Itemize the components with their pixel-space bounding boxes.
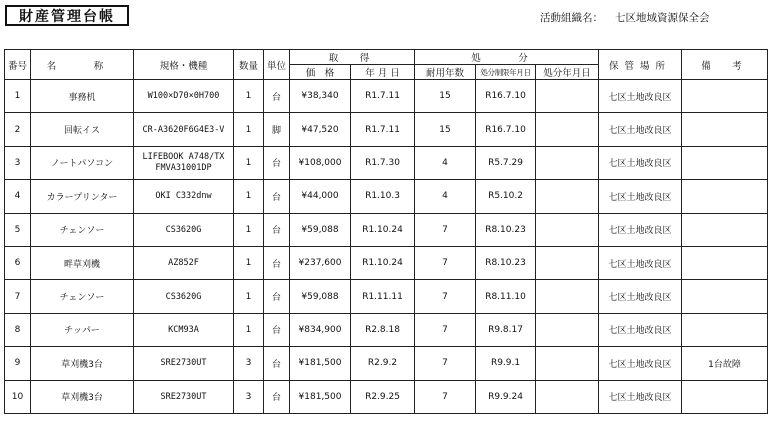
- cell-quantity: 3: [234, 347, 264, 380]
- cell-remarks: [682, 146, 768, 179]
- cell-disposal-limit: R5.7.29: [476, 146, 536, 179]
- cell-number: 6: [5, 246, 31, 279]
- table-row: [5, 113, 768, 146]
- cell-name: ノートパソコン: [31, 146, 134, 179]
- cell-storage: 七区土地改良区: [599, 180, 682, 213]
- header-acquisition: 取 得: [290, 50, 415, 65]
- cell-disposal-date: [536, 313, 599, 346]
- cell-acquisition-date: R1.10.3: [351, 180, 415, 213]
- cell-quantity: 1: [234, 80, 264, 113]
- cell-spec: AZ852F: [134, 246, 234, 279]
- cell-price: ¥47,520: [290, 113, 351, 146]
- cell-disposal-date: [536, 380, 599, 413]
- cell-unit: 台: [264, 246, 290, 279]
- header-disposal: 処 分: [415, 50, 599, 65]
- table-row: [5, 347, 768, 380]
- cell-remarks: [682, 246, 768, 279]
- cell-useful-life: 7: [415, 213, 476, 246]
- header-useful-life: 耐用年数: [415, 65, 476, 80]
- cell-acquisition-date: R2.9.2: [351, 347, 415, 380]
- cell-price: ¥44,000: [290, 180, 351, 213]
- cell-price: ¥59,088: [290, 280, 351, 313]
- cell-useful-life: 7: [415, 347, 476, 380]
- cell-price: ¥38,340: [290, 80, 351, 113]
- cell-disposal-limit: R5.10.2: [476, 180, 536, 213]
- cell-spec: CS3620G: [134, 213, 234, 246]
- cell-number: 2: [5, 113, 31, 146]
- cell-unit: 台: [264, 213, 290, 246]
- cell-number: 9: [5, 347, 31, 380]
- cell-useful-life: 4: [415, 146, 476, 179]
- cell-acquisition-date: R1.7.11: [351, 113, 415, 146]
- cell-disposal-limit: R9.9.1: [476, 347, 536, 380]
- cell-name: チェンソー: [31, 280, 134, 313]
- organization-info: [540, 10, 710, 25]
- cell-unit: 台: [264, 180, 290, 213]
- cell-remarks: [682, 280, 768, 313]
- cell-storage: 七区土地改良区: [599, 347, 682, 380]
- cell-storage: 七区土地改良区: [599, 146, 682, 179]
- cell-name: チェンソー: [31, 213, 134, 246]
- cell-quantity: 1: [234, 246, 264, 279]
- cell-useful-life: 4: [415, 180, 476, 213]
- table-row: [5, 213, 768, 246]
- cell-price: ¥181,500: [290, 380, 351, 413]
- cell-quantity: 1: [234, 213, 264, 246]
- cell-storage: 七区土地改良区: [599, 313, 682, 346]
- table-row: [5, 246, 768, 279]
- cell-spec: CS3620G: [134, 280, 234, 313]
- cell-disposal-date: [536, 113, 599, 146]
- cell-spec: OKI C332dnw: [134, 180, 234, 213]
- cell-acquisition-date: R1.10.24: [351, 213, 415, 246]
- cell-disposal-date: [536, 347, 599, 380]
- cell-storage: 七区土地改良区: [599, 213, 682, 246]
- cell-disposal-date: [536, 246, 599, 279]
- header-row-top: [5, 50, 768, 65]
- cell-remarks: [682, 80, 768, 113]
- cell-disposal-limit: R8.11.10: [476, 280, 536, 313]
- table-row: [5, 380, 768, 413]
- header-spec: 規格・機種: [134, 50, 234, 80]
- header-disposal-limit: 処分制限年月日: [476, 65, 536, 80]
- cell-remarks: [682, 313, 768, 346]
- cell-disposal-limit: R16.7.10: [476, 113, 536, 146]
- organization-name: 七区地域資源保全会: [615, 12, 710, 24]
- cell-number: 5: [5, 213, 31, 246]
- header-acquisition-date: 年 月 日: [351, 65, 415, 80]
- cell-name: 回転イス: [31, 113, 134, 146]
- cell-spec: W100×D70×0H700: [134, 80, 234, 113]
- table-row: [5, 146, 768, 179]
- cell-acquisition-date: R1.11.11: [351, 280, 415, 313]
- cell-unit: 台: [264, 380, 290, 413]
- cell-useful-life: 7: [415, 246, 476, 279]
- cell-storage: 七区土地改良区: [599, 246, 682, 279]
- header-disposal-date: 処分年月日: [536, 65, 599, 80]
- cell-spec: SRE2730UT: [134, 347, 234, 380]
- cell-disposal-date: [536, 180, 599, 213]
- cell-number: 3: [5, 146, 31, 179]
- cell-storage: 七区土地改良区: [599, 380, 682, 413]
- cell-name: カラープリンター: [31, 180, 134, 213]
- cell-remarks: [682, 213, 768, 246]
- cell-unit: 台: [264, 313, 290, 346]
- cell-remarks: [682, 113, 768, 146]
- header-number: 番号: [5, 50, 31, 80]
- cell-disposal-limit: R8.10.23: [476, 246, 536, 279]
- cell-number: 4: [5, 180, 31, 213]
- cell-spec-line1: LIFEBOOK A748/TX: [142, 151, 225, 162]
- cell-spec: SRE2730UT: [134, 380, 234, 413]
- cell-name: チッパー: [31, 313, 134, 346]
- asset-ledger-table: [4, 49, 768, 414]
- cell-useful-life: 7: [415, 380, 476, 413]
- cell-storage: 七区土地改良区: [599, 80, 682, 113]
- cell-acquisition-date: R1.7.30: [351, 146, 415, 179]
- header-quantity: 数量: [234, 50, 264, 80]
- cell-number: 1: [5, 80, 31, 113]
- cell-disposal-date: [536, 146, 599, 179]
- cell-disposal-date: [536, 213, 599, 246]
- cell-storage: 七区土地改良区: [599, 113, 682, 146]
- cell-quantity: 3: [234, 380, 264, 413]
- cell-name: 草刈機3台: [31, 380, 134, 413]
- cell-disposal-date: [536, 280, 599, 313]
- cell-number: 10: [5, 380, 31, 413]
- cell-spec: CR-A3620F6G4E3-V: [134, 113, 234, 146]
- table-row: [5, 280, 768, 313]
- cell-disposal-limit: R9.8.17: [476, 313, 536, 346]
- cell-quantity: 1: [234, 180, 264, 213]
- cell-name: 畔草刈機: [31, 246, 134, 279]
- cell-unit: 台: [264, 146, 290, 179]
- cell-acquisition-date: R1.10.24: [351, 246, 415, 279]
- cell-disposal-limit: R8.10.23: [476, 213, 536, 246]
- cell-useful-life: 15: [415, 113, 476, 146]
- cell-useful-life: 15: [415, 80, 476, 113]
- cell-price: ¥181,500: [290, 347, 351, 380]
- cell-number: 7: [5, 280, 31, 313]
- cell-unit: 台: [264, 347, 290, 380]
- cell-unit: 台: [264, 80, 290, 113]
- cell-quantity: 1: [234, 146, 264, 179]
- header-name: 名 称: [31, 50, 134, 80]
- cell-quantity: 1: [234, 313, 264, 346]
- cell-price: ¥59,088: [290, 213, 351, 246]
- header-remarks: 備 考: [682, 50, 768, 80]
- cell-remarks: 1台故障: [682, 347, 768, 380]
- organization-label: 活動組織名：: [540, 12, 603, 24]
- cell-price: ¥108,000: [290, 146, 351, 179]
- cell-remarks: [682, 380, 768, 413]
- cell-disposal-date: [536, 80, 599, 113]
- table-row: [5, 80, 768, 113]
- cell-quantity: 1: [234, 113, 264, 146]
- cell-spec: [134, 146, 234, 179]
- cell-acquisition-date: R2.8.18: [351, 313, 415, 346]
- cell-spec: KCM93A: [134, 313, 234, 346]
- cell-unit: 台: [264, 280, 290, 313]
- cell-unit: 脚: [264, 113, 290, 146]
- cell-acquisition-date: R1.7.11: [351, 80, 415, 113]
- table-row: [5, 180, 768, 213]
- cell-number: 8: [5, 313, 31, 346]
- cell-disposal-limit: R16.7.10: [476, 80, 536, 113]
- cell-name: 事務机: [31, 80, 134, 113]
- cell-storage: 七区土地改良区: [599, 280, 682, 313]
- cell-name: 草刈機3台: [31, 347, 134, 380]
- ledger-title: 財産管理台帳: [5, 5, 129, 26]
- cell-acquisition-date: R2.9.25: [351, 380, 415, 413]
- table-row: [5, 313, 768, 346]
- cell-spec-line2: FMVA31001DP: [155, 162, 212, 173]
- cell-price: ¥237,600: [290, 246, 351, 279]
- header-acquisition-price: 価 格: [290, 65, 351, 80]
- cell-quantity: 1: [234, 280, 264, 313]
- cell-useful-life: 7: [415, 313, 476, 346]
- cell-price: ¥834,900: [290, 313, 351, 346]
- header-storage: 保管場所: [599, 50, 682, 80]
- cell-useful-life: 7: [415, 280, 476, 313]
- cell-remarks: [682, 180, 768, 213]
- header-unit: 単位: [264, 50, 290, 80]
- cell-disposal-limit: R9.9.24: [476, 380, 536, 413]
